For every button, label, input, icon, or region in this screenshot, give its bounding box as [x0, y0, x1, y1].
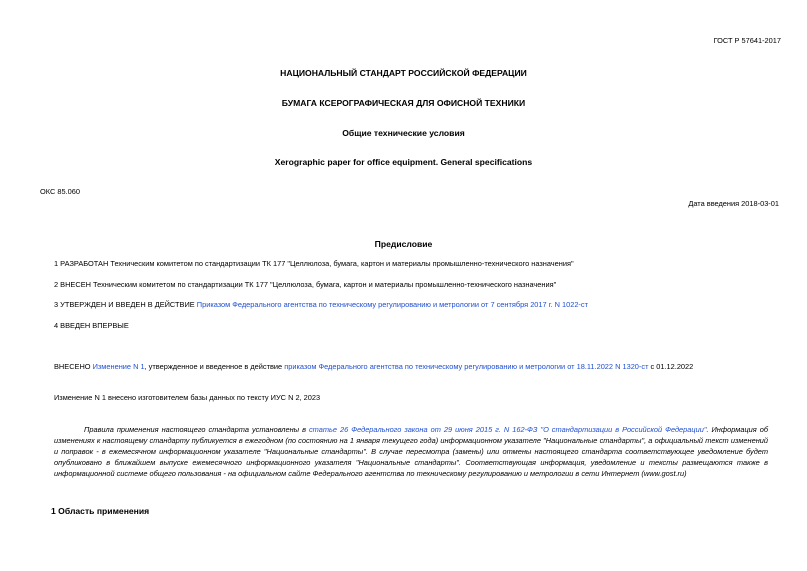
section-1-heading: 1 Область применения	[51, 506, 150, 516]
application-rules-notice	[54, 425, 768, 480]
intro-date: Дата введения 2018-03-01	[688, 199, 779, 208]
amendment-line	[54, 362, 693, 371]
federal-law-link[interactable]: статье 26 Федерального закона от 29 июня 2015 г. N 162-ФЗ "О стандартизации в Российской Федерации"	[308, 425, 707, 434]
document-code: ГОСТ Р 57641-2017	[713, 36, 781, 45]
amendment-middle: , утвержденное и введенное в действие	[144, 362, 285, 371]
order-1320-link[interactable]: приказом Федерального агентства по техническому регулированию и метрологии от 18.11.2022 N 1320-ст	[284, 362, 649, 371]
oks-code: ОКС 85.060	[40, 187, 80, 196]
amendment-1-link[interactable]: Изменение N 1	[92, 362, 145, 371]
preface-heading: Предисловие	[374, 239, 433, 249]
amendment-suffix: с 01.12.2022	[648, 362, 694, 371]
standard-name-ru: БУМАГА КСЕРОГРАФИЧЕСКАЯ ДЛЯ ОФИСНОЙ ТЕХНИКИ	[281, 98, 526, 108]
national-standard-title: НАЦИОНАЛЬНЫЙ СТАНДАРТ РОССИЙСКОЙ ФЕДЕРАЦИИ	[280, 68, 527, 78]
order-1022-link[interactable]: Приказом Федерального агентства по техническому регулированию и метрологии от 7 сентября 2017 г. N 1022-ст	[196, 300, 588, 309]
notice-text-2: . Информация об изменениях к настоящему стандарту публикуется в ежегодном (по состоянию на 1 января текущего года) информационном указателе "Национальные стандарты", а официальный текст изменений и поправок - в ежемесячном информационном указателе "Национальные стандарты". В случае пересмотра (замены) или отмены настоящего стандарта соответствующее уведомление будет опубликовано в ближайшем выпуске ежемесячного информационного указателя "Национальные стандарты". Соответствующая информация, уведомление и тексты размещаются также в информационной системе общего пользования - на официальном сайте Федерального агентства по техническому регулированию и метрологии в сети Интернет (www.gost.ru)	[54, 425, 769, 478]
amendment-note: Изменение N 1 внесено изготовителем базы данных по тексту ИУС N 2, 2023	[54, 393, 321, 402]
preface-item-3-text: 3 УТВЕРЖДЕН И ВВЕДЕН В ДЕЙСТВИЕ	[54, 300, 197, 309]
preface-item-4: 4 ВВЕДЕН ВПЕРВЫЕ	[54, 321, 129, 330]
notice-text-1: Правила применения настоящего стандарта установлены в	[84, 425, 309, 434]
amendment-prefix: ВНЕСЕНО	[54, 362, 93, 371]
standard-subtitle: Общие технические условия	[342, 128, 465, 138]
preface-item-2: 2 ВНЕСЕН Техническим комитетом по стандартизации ТК 177 "Целлюлоза, бумага, картон и материалы промышленно-технического назначения"	[54, 280, 557, 289]
standard-name-en: Xerographic paper for office equipment. General specifications	[274, 157, 533, 167]
preface-item-1: 1 РАЗРАБОТАН Техническим комитетом по стандартизации ТК 177 "Целлюлоза, бумага, картон и материалы промышленно-технического назначения"	[54, 259, 574, 268]
preface-item-3	[54, 300, 588, 309]
